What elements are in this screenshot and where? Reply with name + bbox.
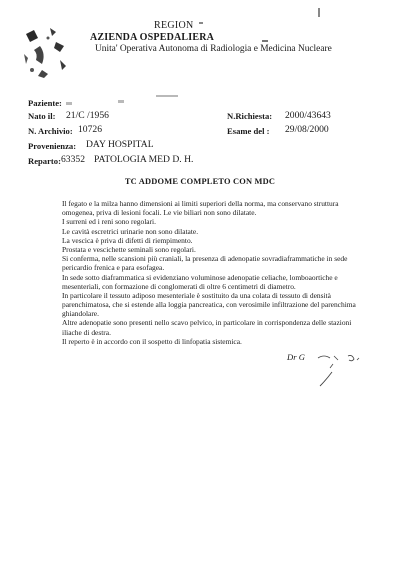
report-line: In sede sotto diaframmatica si evidenziano voluminose adenopatie celiache, lomboaortiche e bbox=[62, 272, 338, 282]
report-line: omogenea, priva di lesioni focali. Le vie biliari non sono dilatate. bbox=[62, 208, 257, 218]
request-number-value: 2000/43643 bbox=[285, 110, 331, 121]
exam-date-label: Esame del : bbox=[227, 126, 270, 136]
ward-value: PATOLOGIA MED D. H. bbox=[94, 154, 194, 165]
report-line: Le cavità escretrici urinarie non sono dilatate. bbox=[62, 226, 199, 236]
hospital-seal-logo bbox=[20, 24, 72, 82]
header-department: Unita' Operativa Autonoma di Radiologia e Medicina Nucleare bbox=[95, 44, 332, 54]
ward-code: 63352 bbox=[61, 154, 85, 165]
report-line: pericardio frenica e para esofagea. bbox=[62, 263, 165, 273]
patient-name-label: Paziente: bbox=[28, 98, 62, 108]
report-line: Prostata e vescichette seminali sono regolari. bbox=[62, 244, 196, 254]
report-line: Altre adenopatie sono presenti nello scavo pelvico, in particolare in corrispondenza delle stazioni bbox=[62, 318, 352, 328]
scan-speck bbox=[318, 8, 320, 17]
report-line: Si conferma, nelle scansioni più craniali, la presenza di adenopatie sovradiaframmatiche in sede bbox=[62, 254, 348, 264]
patient-name-redaction bbox=[156, 95, 178, 97]
archive-number-label: N. Archivio: bbox=[28, 126, 73, 136]
report-line: I surreni ed i reni sono regolari. bbox=[62, 217, 156, 227]
report-line: parenchimatosa, che si estende alla loggia pancreatica, con verosimile infiltrazione del parenchima bbox=[62, 300, 356, 310]
report-body bbox=[62, 199, 392, 346]
report-line: Il fegato e la milza hanno dimensioni ai limiti superiori della norma, ma conservano struttura bbox=[62, 199, 339, 208]
origin-label: Provenienza: bbox=[28, 141, 77, 151]
archive-number-value: 10726 bbox=[78, 124, 102, 135]
report-line: mesenteriali, con formazione di conglomerati di oltre 6 centimetri di diametro. bbox=[62, 281, 296, 291]
report-title: TC ADDOME COMPLETO CON MDC bbox=[124, 177, 276, 186]
doctor-signature-label: Dr G bbox=[287, 352, 305, 362]
exam-date-value: 29/08/2000 bbox=[285, 124, 329, 135]
request-number-label: N.Richiesta: bbox=[227, 111, 273, 121]
report-line: Il reperto è in accordo con il sospetto di linfopatia sistemica. bbox=[62, 336, 242, 346]
handwritten-signature-icon bbox=[300, 352, 370, 392]
patient-name-redaction bbox=[118, 100, 124, 103]
birth-date-label: Nato il: bbox=[28, 111, 56, 121]
header-hospital-name: AZIENDA OSPEDALIERA bbox=[90, 32, 215, 43]
scan-speck bbox=[199, 22, 203, 24]
scan-speck bbox=[262, 40, 268, 42]
patient-name-redaction bbox=[66, 102, 72, 105]
ward-label: Reparto: bbox=[28, 156, 61, 166]
report-line: iliache di destra. bbox=[62, 327, 111, 337]
origin-value: DAY HOSPITAL bbox=[86, 139, 154, 150]
report-line: ghiandolare. bbox=[62, 309, 99, 319]
header-region: REGION bbox=[154, 20, 194, 31]
report-line: La vescica è priva di difetti di riempimento. bbox=[62, 235, 193, 245]
birth-date-value: 21/C /1956 bbox=[66, 110, 109, 121]
report-line: In particolare il tessuto adiposo mesenteriale è sostituito da una colata di tessuto di densità bbox=[62, 290, 331, 300]
